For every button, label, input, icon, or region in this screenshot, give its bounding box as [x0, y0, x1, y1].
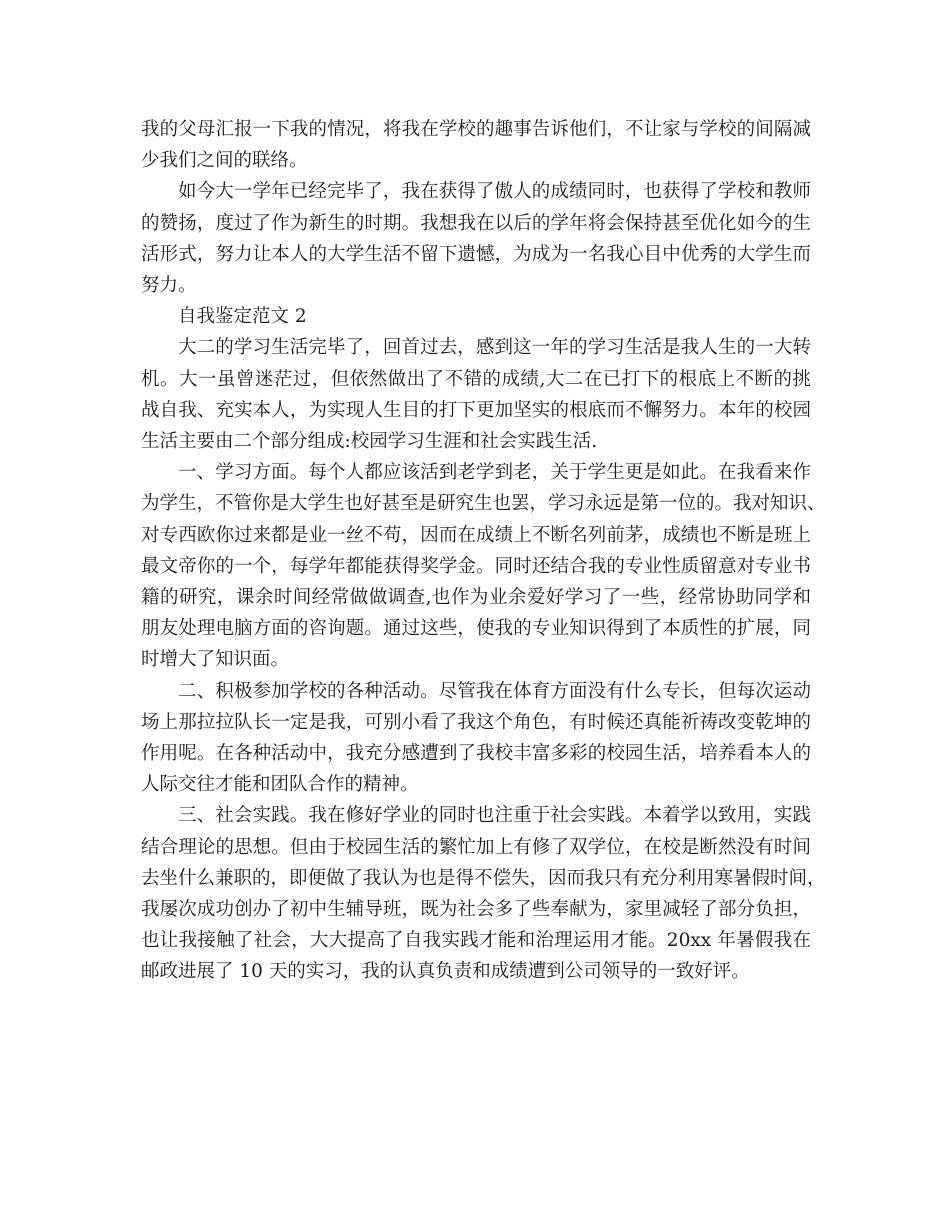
text-line: 努力。 [141, 275, 197, 297]
text-line: 我的父母汇报一下我的情况，将我在学校的趣事告诉他们，不让家与学校的间隔减 [141, 119, 811, 140]
text-line: 我屡次成功创办了初中生辅导班，既为社会多了些奉献为，家里减轻了部分负担， [141, 899, 811, 921]
text-line: 生活主要由二个部分组成:校园学习生涯和社会实践生活. [141, 431, 598, 453]
text-line: 战自我、充实本人，为实现人生目的打下更加坚实的根底而不懈努力。本年的校园 [141, 399, 811, 421]
text-line: 作用呢。在各种活动中，我充分感遭到了我校丰富多彩的校园生活，培养看本人的 [141, 743, 811, 765]
text-line: 最文帝你的一个，每学年都能获得奖学金。同时还结合我的专业性质留意对专业书 [141, 555, 811, 577]
text-line: 二、积极参加学校的各种活动。尽管我在体育方面没有什么专长，但每次运动 [178, 680, 811, 702]
text-line: 大二的学习生活完毕了，回首过去，感到这一年的学习生活是我人生的一大转 [178, 337, 811, 359]
text-line: 籍的研究，课余时间经常做做调查,也作为业余爱好学习了一些，经常协助同学和 [141, 587, 811, 609]
text-line: 去坐什么兼职的，即便做了我认为也是得不偿失，因而我只有充分利用寒暑假时间， [141, 867, 826, 889]
paragraph [141, 676, 811, 801]
text-line: 场上那拉拉队长一定是我，可别小看了我这个角色，有时候还真能祈祷改变乾坤的 [141, 711, 811, 733]
text-line: 对专西欧你过来都是业一丝不苟，因而在成绩上不断名列前茅，成绩也不断是班上 [141, 524, 811, 546]
text-line: 结合理论的思想。但由于校园生活的繁忙加上有修了双学位，在校是断然没有时间 [141, 836, 811, 858]
text-line: 朋友处理电脑方面的咨询题。通过这些，使我的专业知识得到了本质性的扩展，同 [141, 618, 811, 640]
text-line: 自我鉴定范文 2 [178, 306, 307, 328]
paragraph [141, 114, 811, 176]
text-line: 机。大一虽曾迷茫过，但依然做出了不错的成绩,大二在已打下的根底上不断的挑 [141, 368, 811, 390]
document-body [141, 114, 826, 988]
section-heading [141, 301, 811, 332]
text-line: 的赞扬，度过了作为新生的时期。我想我在以后的学年将会保持甚至优化如今的生 [141, 212, 811, 234]
text-line: 邮政进展了 10 天的实习，我的认真负责和成绩遭到公司领导的一致好评。 [141, 961, 750, 983]
text-line: 为学生，不管你是大学生也好甚至是研究生也罢，学习永远是第一位的。我对知识、 [141, 493, 826, 515]
paragraph [141, 332, 811, 457]
paragraph [141, 176, 811, 301]
text-line: 活形式，努力让本人的大学生活不留下遗憾，为成为一名我心目中优秀的大学生而 [141, 243, 811, 265]
paragraph [141, 800, 826, 987]
paragraph [141, 457, 826, 675]
text-line: 时增大了知识面。 [141, 649, 290, 671]
text-line: 人际交往才能和团队合作的精神。 [141, 774, 419, 796]
text-line: 少我们之间的联络。 [141, 150, 308, 172]
text-line: 如今大一学年已经完毕了，我在获得了傲人的成绩同时，也获得了学校和教师 [178, 181, 811, 203]
text-line: 一、学习方面。每个人都应该活到老学到老，关于学生更是如此。在我看来作 [178, 462, 811, 484]
text-line: 也让我接触了社会，大大提高了自我实践才能和治理运用才能。20xx 年暑假我在 [141, 930, 811, 952]
text-line: 三、社会实践。我在修好学业的同时也注重于社会实践。本着学以致用，实践 [178, 805, 811, 827]
